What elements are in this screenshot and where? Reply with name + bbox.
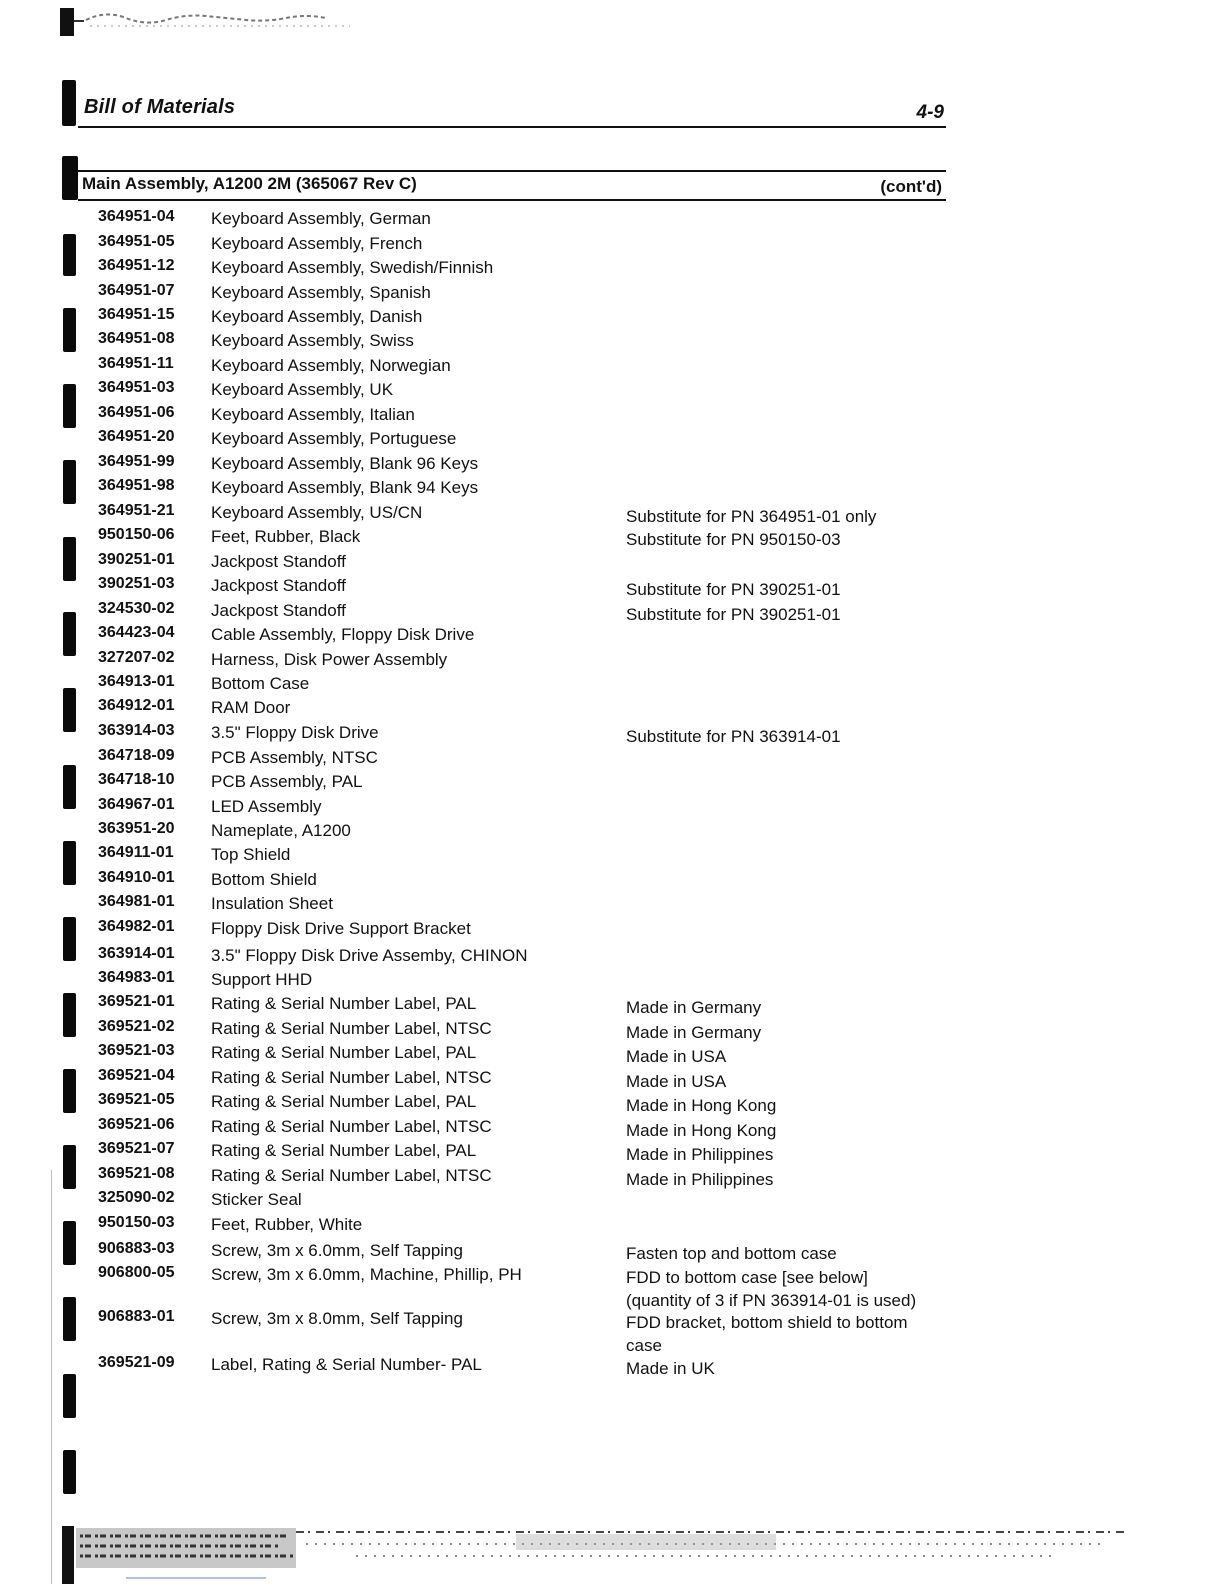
part-number: 369521-05 — [98, 1091, 175, 1108]
section-title: Main Assembly, A1200 2M (365067 Rev C) — [82, 174, 417, 193]
table-row — [0, 551, 1224, 575]
part-number: 364951-05 — [98, 233, 175, 250]
page-header-title: Bill of Materials — [84, 96, 236, 118]
part-number: 363914-01 — [98, 945, 175, 962]
table-row — [0, 993, 1224, 1017]
part-description: Rating & Serial Number Label, PAL — [211, 994, 477, 1013]
table-row — [0, 796, 1224, 820]
part-number: 364951-03 — [98, 379, 175, 396]
part-number: 369521-02 — [98, 1018, 175, 1035]
part-number: 364982-01 — [98, 918, 175, 935]
part-description: Rating & Serial Number Label, PAL — [211, 1043, 477, 1062]
table-row — [0, 1214, 1224, 1238]
table-row — [0, 306, 1224, 330]
part-number: 369521-07 — [98, 1140, 175, 1157]
part-description: Keyboard Assembly, Blank 94 Keys — [211, 478, 479, 497]
part-number: 906883-01 — [98, 1308, 175, 1325]
part-description: Jackpost Standoff — [211, 552, 346, 571]
table-row — [0, 208, 1224, 232]
part-number: 369521-06 — [98, 1116, 175, 1133]
table-row — [0, 233, 1224, 257]
part-number: 390251-03 — [98, 575, 175, 592]
part-number: 364951-98 — [98, 477, 175, 494]
part-description: Keyboard Assembly, Spanish — [211, 283, 431, 302]
part-note: Substitute for PN 390251-01 — [626, 605, 841, 624]
part-number: 950150-03 — [98, 1214, 175, 1231]
part-description: PCB Assembly, NTSC — [211, 748, 378, 767]
part-number: 369521-09 — [98, 1354, 175, 1371]
section-continued: (cont'd) — [880, 177, 942, 196]
part-description: 3.5" Floppy Disk Drive Assemby, CHINON — [211, 946, 528, 965]
part-number: 364951-08 — [98, 330, 175, 347]
part-number: 324530-02 — [98, 600, 175, 617]
part-description: Rating & Serial Number Label, NTSC — [211, 1019, 492, 1038]
part-number: 364951-99 — [98, 453, 175, 470]
part-description: Bottom Case — [211, 674, 310, 693]
table-row — [0, 1240, 1224, 1264]
part-number: 364951-12 — [98, 257, 175, 274]
part-description: Insulation Sheet — [211, 894, 333, 913]
part-number: 364951-15 — [98, 306, 175, 323]
table-row — [0, 257, 1224, 281]
table-row — [0, 1264, 1224, 1310]
part-number: 364910-01 — [98, 869, 175, 886]
table-row — [0, 624, 1224, 648]
table-row — [0, 600, 1224, 624]
table-row — [0, 355, 1224, 379]
table-row — [0, 282, 1224, 306]
part-note: Made in USA — [626, 1047, 727, 1066]
part-number: 906883-03 — [98, 1240, 175, 1257]
part-description: Support HHD — [211, 970, 313, 989]
part-number: 364967-01 — [98, 796, 175, 813]
part-number: 364951-11 — [98, 355, 174, 372]
part-number: 364951-21 — [98, 502, 175, 519]
part-note: Substitute for PN 390251-01 — [626, 580, 841, 599]
part-note: Made in Philippines — [626, 1145, 774, 1164]
part-note: Made in Hong Kong — [626, 1121, 777, 1140]
part-description: Keyboard Assembly, French — [211, 234, 423, 253]
part-note: Made in Germany — [626, 998, 762, 1017]
part-note: Made in USA — [626, 1072, 727, 1091]
part-number: 369521-04 — [98, 1067, 175, 1084]
table-row — [0, 1042, 1224, 1066]
table-row — [0, 673, 1224, 697]
part-description: Feet, Rubber, Black — [211, 527, 361, 546]
table-row — [0, 575, 1224, 599]
part-description: 3.5" Floppy Disk Drive — [211, 723, 379, 742]
part-description: Jackpost Standoff — [211, 576, 346, 595]
part-number: 364912-01 — [98, 697, 175, 714]
part-number: 364911-01 — [98, 844, 174, 861]
part-note: Made in Germany — [626, 1023, 762, 1042]
part-description: Cable Assembly, Floppy Disk Drive — [211, 625, 475, 644]
part-description: Keyboard Assembly, Italian — [211, 405, 415, 424]
part-description: Screw, 3m x 6.0mm, Machine, Phillip, PH — [211, 1265, 522, 1284]
table-row — [0, 404, 1224, 428]
part-note: Substitute for PN 950150-03 — [626, 530, 841, 549]
table-row — [0, 820, 1224, 844]
part-description: Keyboard Assembly, US/CN — [211, 503, 423, 522]
part-description: Floppy Disk Drive Support Bracket — [211, 919, 471, 938]
table-row — [0, 969, 1224, 993]
table-row — [0, 1165, 1224, 1189]
part-description: PCB Assembly, PAL — [211, 772, 363, 791]
part-note: Fasten top and bottom case — [626, 1244, 837, 1263]
part-description: Keyboard Assembly, Swedish/Finnish — [211, 258, 494, 277]
part-description: RAM Door — [211, 698, 291, 717]
part-description: Keyboard Assembly, Portuguese — [211, 429, 457, 448]
page-number: 4-9 — [916, 102, 944, 123]
table-row — [0, 1189, 1224, 1213]
part-description: Jackpost Standoff — [211, 601, 346, 620]
part-note: Made in Philippines — [626, 1170, 774, 1189]
part-description: Keyboard Assembly, Norwegian — [211, 356, 451, 375]
part-number: 369521-01 — [98, 993, 175, 1010]
part-description: LED Assembly — [211, 797, 322, 816]
part-description: Screw, 3m x 6.0mm, Self Tapping — [211, 1241, 463, 1260]
part-number: 364423-04 — [98, 624, 175, 641]
table-row — [0, 945, 1224, 969]
part-description: Sticker Seal — [211, 1190, 302, 1209]
table-row — [0, 1067, 1224, 1091]
table-row — [0, 722, 1224, 746]
part-description: Keyboard Assembly, German — [211, 209, 431, 228]
table-row — [0, 649, 1224, 673]
part-note: Substitute for PN 364951-01 only — [626, 507, 877, 526]
part-description: Feet, Rubber, White — [211, 1215, 363, 1234]
part-description: Bottom Shield — [211, 870, 317, 889]
table-row — [0, 526, 1224, 550]
part-number: 906800-05 — [98, 1264, 175, 1281]
table-row — [0, 893, 1224, 917]
part-description: Rating & Serial Number Label, NTSC — [211, 1117, 492, 1136]
part-number: 364981-01 — [98, 893, 175, 910]
part-number: 327207-02 — [98, 649, 175, 666]
part-number: 364718-09 — [98, 747, 175, 764]
part-number: 364951-06 — [98, 404, 175, 421]
part-description: Rating & Serial Number Label, PAL — [211, 1092, 477, 1111]
part-description: Harness, Disk Power Assembly — [211, 650, 448, 669]
part-number: 364983-01 — [98, 969, 175, 986]
table-row — [0, 1116, 1224, 1140]
part-note: FDD to bottom case [see below] (quantity of 3 if PN 363914-01 is used) — [626, 1268, 917, 1310]
part-number: 363914-03 — [98, 722, 175, 739]
table-row — [0, 379, 1224, 403]
table-row — [0, 477, 1224, 501]
part-number: 369521-03 — [98, 1042, 175, 1059]
part-description: Keyboard Assembly, UK — [211, 380, 394, 399]
part-number: 364718-10 — [98, 771, 175, 788]
table-row — [0, 502, 1224, 526]
part-number: 364913-01 — [98, 673, 175, 690]
part-description: Rating & Serial Number Label, NTSC — [211, 1166, 492, 1185]
part-number: 364951-20 — [98, 428, 175, 445]
part-number: 364951-04 — [98, 208, 175, 225]
part-number: 369521-08 — [98, 1165, 175, 1182]
table-row — [0, 1308, 1224, 1355]
part-description: Rating & Serial Number Label, PAL — [211, 1141, 477, 1160]
part-description: Keyboard Assembly, Blank 96 Keys — [211, 454, 479, 473]
part-note: FDD bracket, bottom shield to bottom case — [626, 1313, 908, 1355]
table-row — [0, 1140, 1224, 1164]
part-number: 364951-07 — [98, 282, 175, 299]
part-number: 325090-02 — [98, 1189, 175, 1206]
part-description: Label, Rating & Serial Number- PAL — [211, 1355, 482, 1374]
table-row — [0, 1354, 1224, 1378]
part-description: Keyboard Assembly, Swiss — [211, 331, 414, 350]
part-description: Keyboard Assembly, Danish — [211, 307, 423, 326]
part-number: 390251-01 — [98, 551, 175, 568]
part-number: 950150-06 — [98, 526, 175, 543]
table-row — [0, 771, 1224, 795]
part-note: Substitute for PN 363914-01 — [626, 727, 841, 746]
table-row — [0, 844, 1224, 868]
table-row — [0, 428, 1224, 452]
table-row — [0, 918, 1224, 942]
table-row — [0, 1091, 1224, 1115]
table-row — [0, 869, 1224, 893]
part-note: Made in UK — [626, 1359, 715, 1378]
table-row — [0, 330, 1224, 354]
part-note: Made in Hong Kong — [626, 1096, 777, 1115]
table-row — [0, 1018, 1224, 1042]
table-row — [0, 747, 1224, 771]
part-description: Rating & Serial Number Label, NTSC — [211, 1068, 492, 1087]
table-row — [0, 697, 1224, 721]
table-row — [0, 453, 1224, 477]
part-description: Screw, 3m x 8.0mm, Self Tapping — [211, 1309, 463, 1328]
part-description: Top Shield — [211, 845, 291, 864]
part-number: 363951-20 — [98, 820, 175, 837]
part-description: Nameplate, A1200 — [211, 821, 351, 840]
